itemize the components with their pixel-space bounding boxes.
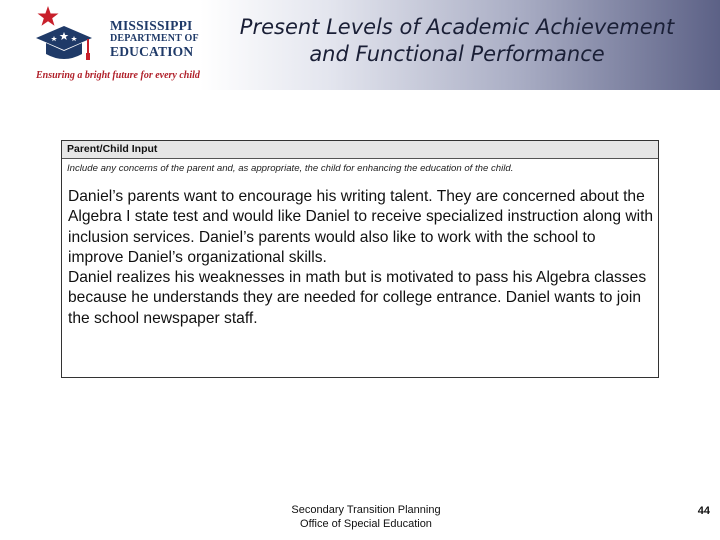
response-line: improve Daniel’s organizational skills. [68, 248, 327, 266]
form-instruction: Include any concerns of the parent and, as appropriate, the child for enhancing the education of the child. [67, 163, 514, 174]
logo-tagline: Ensuring a bright future for every child [36, 70, 200, 81]
footer-line-2: Office of Special Education [300, 518, 432, 530]
page-number: 44 [697, 505, 710, 517]
response-line: Algebra I state test and would like Daniel to receive specialized instruction along with [68, 208, 654, 226]
parent-child-input-form [61, 140, 659, 378]
response-line: Daniel realizes his weaknesses in math but is motivated to pass his Algebra classes [68, 269, 647, 287]
header-banner [0, 0, 720, 90]
title-line-1: Present Levels of Academic Achievement [239, 15, 675, 39]
logo-wordmark [110, 18, 199, 59]
logo-line-3: EDUCATION [110, 44, 194, 59]
response-line: inclusion services. Daniel’s parents would also like to work with the school to [68, 228, 596, 246]
footer [246, 503, 486, 531]
response-line: because he understands they are needed for college entrance. Daniel wants to join [68, 289, 642, 307]
logo-line-1: MISSISSIPPI [110, 18, 193, 33]
form-response-text [62, 174, 658, 329]
logo-line-2: DEPARTMENT OF [110, 33, 199, 44]
response-line: Daniel’s parents want to encourage his writing talent. They are concerned about the [68, 188, 645, 205]
response-line: the school newspaper staff. [68, 309, 258, 327]
footer-line-1: Secondary Transition Planning [291, 504, 441, 516]
title-line-2: and Functional Performance [309, 42, 605, 66]
form-section-header: Parent/Child Input [62, 141, 658, 159]
page-title [212, 14, 702, 68]
mortarboard-star-icon [30, 4, 110, 70]
